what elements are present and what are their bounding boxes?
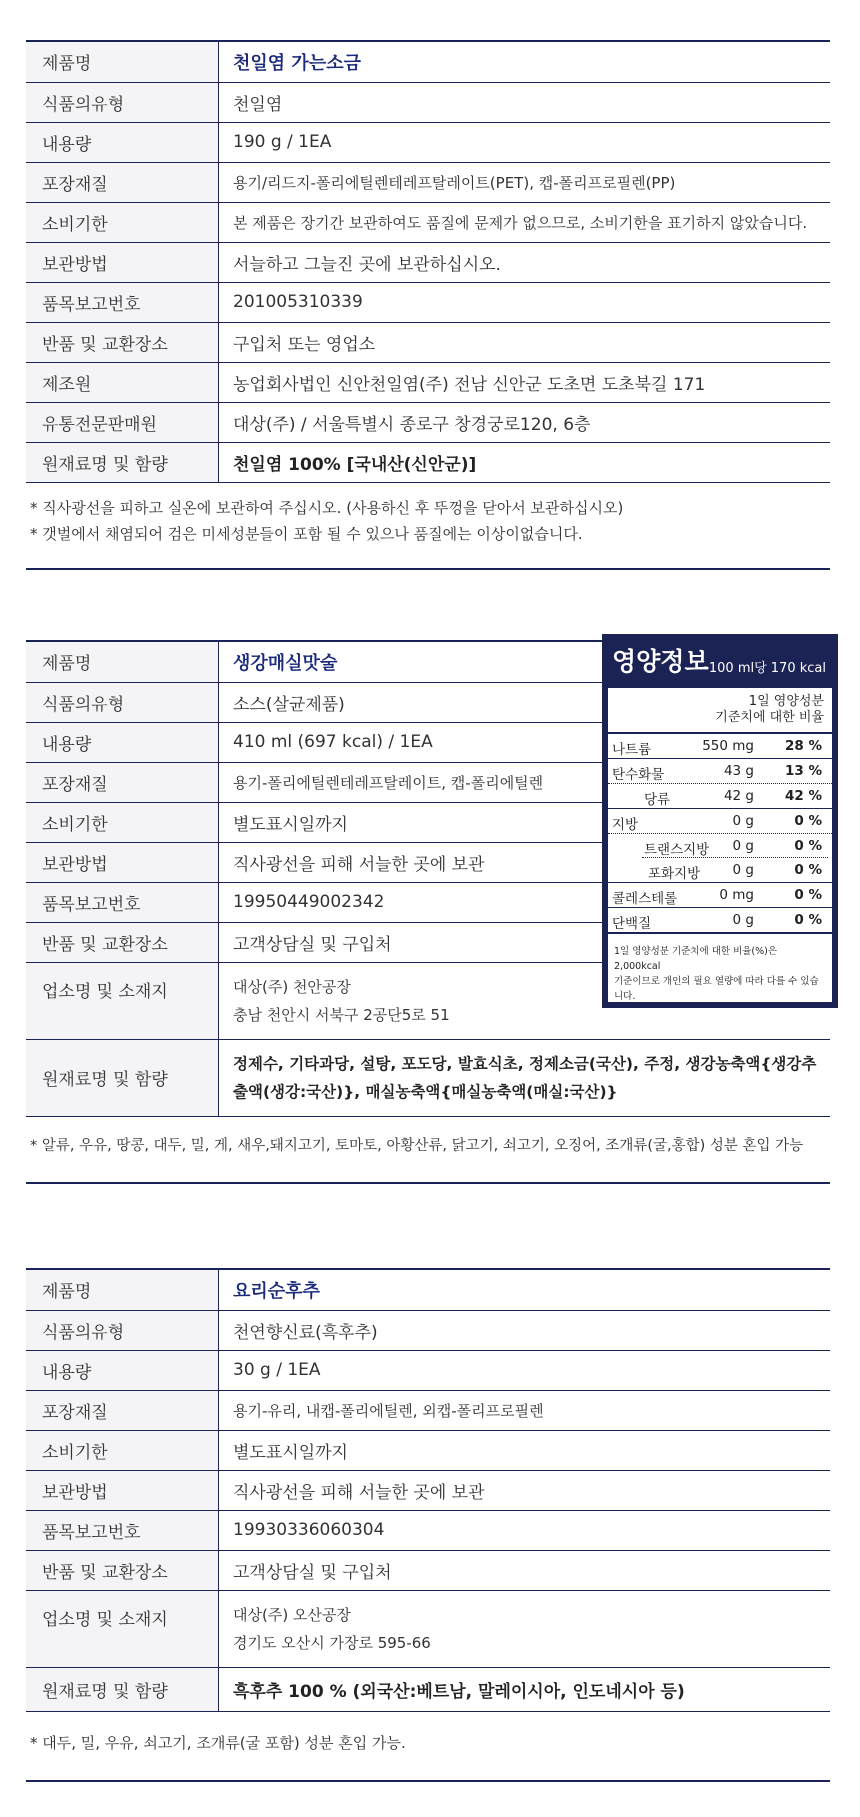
- nutrient-row: [608, 908, 832, 932]
- nutrient-name: 나트륨: [612, 742, 652, 758]
- nutrient-amount: 0 g: [732, 912, 754, 928]
- nutrient-amount: 43 g: [723, 763, 754, 779]
- nutrient-amount: 0 g: [732, 813, 754, 829]
- nutrient-row: [608, 784, 832, 809]
- row-label: 보관방법: [26, 1470, 219, 1510]
- row-value: 19930336060304: [219, 1510, 831, 1550]
- row-label: 소비기한: [26, 802, 219, 842]
- note-line: * 갯벌에서 채염되어 검은 미세성분들이 포함 될 수 있으나 품질에는 이상이없습니다.: [30, 524, 583, 543]
- row-label: 원재료명 및 함량: [26, 1667, 219, 1711]
- company-name: 대상(주) 오산공장: [233, 1605, 351, 1624]
- notes: [26, 483, 830, 547]
- nutrient-row: [608, 734, 832, 759]
- table-row: [26, 82, 830, 122]
- nutrient-name: 포화지방: [648, 866, 701, 882]
- note-line: * 직사광선을 피하고 실온에 보관하여 주십시오. (사용하신 후 뚜껑을 닫아서 보관하십시오): [30, 498, 624, 517]
- row-label: 보관방법: [26, 842, 219, 882]
- row-value: 대상(주) / 서울특별시 종로구 창경궁로120, 6층: [219, 402, 831, 442]
- footnote-line: 1일 영양성분 기준치에 대한 비율(%)은 2,000kcal: [614, 946, 778, 972]
- table-row: [26, 1590, 830, 1667]
- row-label: 반품 및 교환장소: [26, 322, 219, 362]
- row-label: 제품명: [26, 642, 219, 682]
- row-label: 제품명: [26, 1270, 219, 1310]
- row-value: 고객상담실 및 구입처: [219, 922, 831, 962]
- product-name: 천일염 가는소금: [219, 42, 831, 82]
- row-label: 내용량: [26, 1350, 219, 1390]
- row-value: 용기/리드지-폴리에틸렌테레프탈레이트(PET), 캡-폴리프로필렌(PP): [219, 162, 831, 202]
- row-label: 내용량: [26, 722, 219, 762]
- table-row: [26, 402, 830, 442]
- row-label: 소비기한: [26, 1430, 219, 1470]
- row-label: 품목보고번호: [26, 1510, 219, 1550]
- note-line: * 알류, 우유, 땅콩, 대두, 밀, 게, 새우,돼지고기, 토마토, 아황산류, 닭고기, 쇠고기, 오징어, 조개류(굴,홍합) 성분 혼입 가능: [30, 1137, 804, 1154]
- row-value: 소스(살균제품): [219, 682, 831, 722]
- row-value: 천연향신료(흑후추): [219, 1310, 831, 1350]
- table-row: [26, 442, 830, 482]
- row-label: 제조원: [26, 362, 219, 402]
- nutrient-row: [608, 883, 832, 908]
- product-name: 요리순후추: [219, 1270, 831, 1310]
- row-label: 식품의유형: [26, 1310, 219, 1350]
- nutrition-reference: [608, 688, 832, 734]
- table-row: [26, 1667, 830, 1711]
- row-value: 30 g / 1EA: [219, 1350, 831, 1390]
- table-row: [26, 1470, 830, 1510]
- nutrient-amount: 550 mg: [702, 738, 754, 754]
- nutrient-row: [608, 809, 832, 834]
- nutrient-name: 당류: [644, 792, 671, 808]
- row-label: 제품명: [26, 42, 219, 82]
- row-label: 포장재질: [26, 762, 219, 802]
- table-row: [26, 1510, 830, 1550]
- row-value: 직사광선을 피해 서늘한 곳에 보관: [219, 842, 831, 882]
- nutrient-percent: 0 %: [794, 813, 822, 829]
- nutrient-amount: 0 mg: [719, 887, 754, 903]
- row-label: 업소명 및 소재지: [26, 1590, 219, 1667]
- table-row: [26, 322, 830, 362]
- row-value: 별도표시일까지: [219, 802, 831, 842]
- table-row: [26, 1310, 830, 1350]
- nutrient-percent: 28 %: [784, 738, 822, 754]
- row-label: 포장재질: [26, 162, 219, 202]
- row-value: 직사광선을 피해 서늘한 곳에 보관: [219, 1470, 831, 1510]
- row-label: 유통전문판매원: [26, 402, 219, 442]
- table-row: [26, 282, 830, 322]
- section-divider: [26, 568, 830, 570]
- row-label: 원재료명 및 함량: [26, 442, 219, 482]
- row-value: 용기-유리, 내캡-폴리에틸렌, 외캡-폴리프로필렌: [219, 1390, 831, 1430]
- table-row: [26, 242, 830, 282]
- row-value: 고객상담실 및 구입처: [219, 1550, 831, 1590]
- nutrient-name: 콜레스테롤: [612, 891, 678, 907]
- info-table-salt: [26, 42, 830, 483]
- product-info-salt: [26, 40, 830, 547]
- row-value: 천일염 100% [국내산(신안군)]: [219, 442, 831, 482]
- row-value: 용기-폴리에틸렌테레프탈레이트, 캡-폴리에틸렌: [219, 762, 831, 802]
- row-value: 구입처 또는 영업소: [219, 322, 831, 362]
- company-address: 충남 천안시 서북구 2공단5로 51: [233, 1005, 450, 1024]
- row-label: 품목보고번호: [26, 882, 219, 922]
- product-info-pepper: [26, 1268, 830, 1756]
- row-label: 원재료명 및 함량: [26, 1039, 219, 1116]
- nutrient-name: 지방: [612, 817, 639, 833]
- nutrient-amount: 0 g: [732, 862, 754, 878]
- nutrient-amount: 42 g: [723, 788, 754, 804]
- nutrition-body: [608, 688, 832, 1002]
- table-row: [26, 162, 830, 202]
- note-line: * 대두, 밀, 우유, 쇠고기, 조개류(굴 포함) 성분 혼입 가능.: [30, 1733, 406, 1752]
- row-value: 410 ml (697 kcal) / 1EA: [219, 722, 831, 762]
- nutrient-percent: 0 %: [794, 912, 822, 928]
- footnote-line: 기준이므로 개인의 필요 열량에 따라 다를 수 있습니다.: [614, 976, 819, 1002]
- company-name: 대상(주) 천안공장: [233, 977, 351, 996]
- row-value: 201005310339: [219, 282, 831, 322]
- row-value: [219, 1590, 831, 1667]
- section-divider: [26, 1780, 830, 1782]
- nutrient-percent: 0 %: [794, 887, 822, 903]
- table-row: [26, 42, 830, 82]
- nutrient-row: [608, 834, 832, 858]
- info-table-pepper: [26, 1270, 830, 1712]
- nutrition-serving: 100 ml당 170 kcal: [708, 661, 826, 676]
- table-row: [26, 202, 830, 242]
- row-value: 별도표시일까지: [219, 1430, 831, 1470]
- row-value: 농업회사법인 신안천일염(주) 전남 신안군 도초면 도초북길 171: [219, 362, 831, 402]
- section-divider: [26, 1182, 830, 1184]
- row-value: 정제수, 기타과당, 설탕, 포도당, 발효식초, 정제소금(국산), 주정, 생강농축액{생강추출액(생강:국산)}, 매실농축액{매실농축액(매실:국산)}: [219, 1039, 831, 1116]
- nutrition-title: 영양정보: [612, 647, 709, 676]
- nutrient-name: 탄수화물: [612, 767, 665, 783]
- nutrient-percent: 0 %: [794, 838, 822, 854]
- nutrition-footnote: [608, 932, 832, 1004]
- row-value: 19950449002342: [219, 882, 831, 922]
- row-label: 식품의유형: [26, 82, 219, 122]
- table-row: [26, 1550, 830, 1590]
- nutrient-name: 단백질: [612, 916, 652, 932]
- nutrition-facts-box: [602, 634, 838, 1008]
- row-value: 서늘하고 그늘진 곳에 보관하십시오.: [219, 242, 831, 282]
- table-row: [26, 362, 830, 402]
- row-value: 흑후추 100 % (외국산:베트남, 말레이시아, 인도네시아 등): [219, 1667, 831, 1711]
- row-label: 보관방법: [26, 242, 219, 282]
- row-label: 업소명 및 소재지: [26, 962, 219, 1039]
- notes: [26, 1117, 830, 1159]
- row-label: 내용량: [26, 122, 219, 162]
- product-name: 생강매실맛술: [219, 642, 831, 682]
- table-row: [26, 1430, 830, 1470]
- row-value: 본 제품은 장기간 보관하여도 품질에 문제가 없으므로, 소비기한을 표기하지 않았습니다.: [219, 202, 831, 242]
- table-row: [26, 1270, 830, 1310]
- row-label: 식품의유형: [26, 682, 219, 722]
- notes: [26, 1712, 830, 1756]
- nutrient-percent: 13 %: [784, 763, 822, 779]
- nutrient-row: [608, 759, 832, 784]
- row-value: 천일염: [219, 82, 831, 122]
- table-row: [26, 122, 830, 162]
- company-address: 경기도 오산시 가장로 595-66: [233, 1633, 431, 1652]
- table-row: [26, 1350, 830, 1390]
- nutrient-row: [608, 858, 832, 883]
- nutrient-percent: 0 %: [794, 862, 822, 878]
- reference-line: 기준치에 대한 비율: [715, 710, 824, 725]
- table-row: [26, 1039, 830, 1116]
- row-label: 포장재질: [26, 1390, 219, 1430]
- reference-line: 1일 영양성분: [748, 694, 824, 709]
- table-row: [26, 1390, 830, 1430]
- row-label: 반품 및 교환장소: [26, 1550, 219, 1590]
- nutrient-percent: 42 %: [784, 788, 822, 804]
- nutrition-header: [602, 634, 838, 686]
- nutrient-amount: 0 g: [732, 838, 754, 854]
- nutrient-name: 트랜스지방: [644, 842, 710, 858]
- row-label: 반품 및 교환장소: [26, 922, 219, 962]
- row-value: 190 g / 1EA: [219, 122, 831, 162]
- row-label: 품목보고번호: [26, 282, 219, 322]
- row-label: 소비기한: [26, 202, 219, 242]
